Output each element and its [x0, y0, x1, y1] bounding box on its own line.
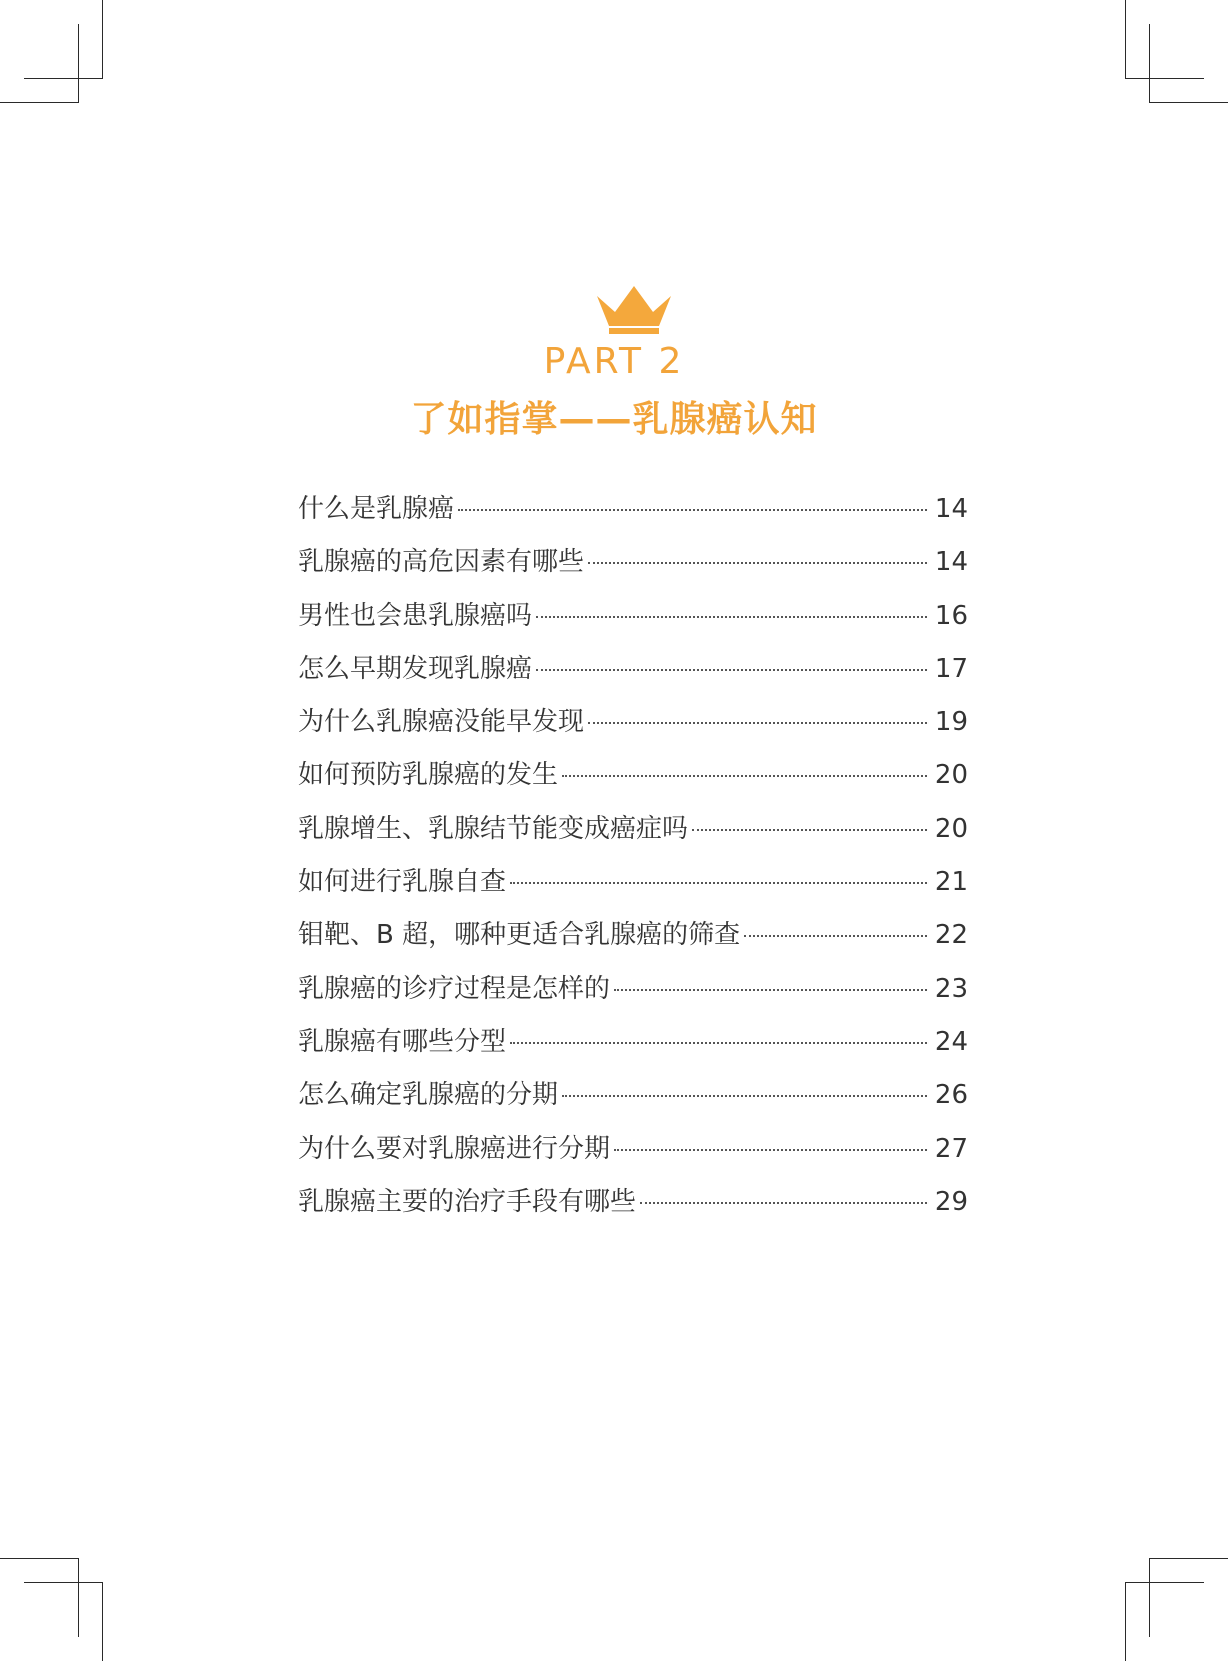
crop-mark: [1149, 24, 1150, 103]
toc-page-number: 22: [934, 920, 968, 951]
toc-page-number: 20: [934, 813, 968, 844]
crop-mark: [1149, 1558, 1150, 1637]
crop-mark: [78, 1558, 79, 1637]
toc-entry[interactable]: [298, 701, 968, 754]
toc-dot-leader: [588, 722, 927, 724]
toc-page-number: 14: [934, 547, 968, 578]
toc-entry[interactable]: [298, 1181, 968, 1234]
crop-mark: [1125, 1582, 1204, 1583]
toc-entry[interactable]: [298, 648, 968, 701]
toc-page-number: 27: [934, 1133, 968, 1164]
part-number: PART 2: [543, 341, 685, 382]
toc-entry-title: 如何进行乳腺自查: [298, 867, 507, 898]
toc-page-number: 29: [934, 1186, 968, 1217]
toc-page-number: 19: [934, 707, 968, 738]
crop-mark: [1149, 1558, 1228, 1559]
toc-page-number: 24: [934, 1026, 968, 1057]
toc-page-number: 21: [934, 867, 968, 898]
toc-dot-leader: [692, 829, 927, 831]
toc-dot-leader: [510, 882, 927, 884]
toc-entry-title: 乳腺癌的高危因素有哪些: [298, 547, 585, 578]
crop-mark: [1149, 102, 1228, 103]
crop-mark: [102, 1582, 103, 1661]
toc-page-number: 16: [934, 600, 968, 631]
toc-entry-title: 乳腺癌主要的治疗手段有哪些: [298, 1186, 637, 1217]
toc-entry-title: 为什么乳腺癌没能早发现: [298, 707, 585, 738]
toc-entry[interactable]: [298, 541, 968, 594]
toc-entry-title: 怎么确定乳腺癌的分期: [298, 1080, 559, 1111]
crop-mark: [102, 0, 103, 79]
toc-entry-title: 什么是乳腺癌: [298, 494, 455, 524]
toc-entry[interactable]: [298, 595, 968, 648]
crop-mark: [1125, 0, 1126, 79]
toc-dot-leader: [562, 1095, 927, 1097]
toc-page-number: 17: [934, 653, 968, 684]
toc-entry[interactable]: [298, 488, 968, 541]
crop-mark: [0, 102, 79, 103]
toc-entry-title: 如何预防乳腺癌的发生: [298, 760, 559, 791]
toc-dot-leader: [458, 509, 927, 511]
toc-entry[interactable]: [298, 808, 968, 861]
toc-dot-leader: [614, 1149, 927, 1151]
crop-mark: [24, 78, 103, 79]
toc-page-number: 14: [934, 494, 968, 524]
toc-entry-title: 为什么要对乳腺癌进行分期: [298, 1133, 611, 1164]
crop-mark: [0, 1558, 79, 1559]
toc-entry[interactable]: [298, 914, 968, 967]
toc-dot-leader: [614, 989, 927, 991]
crop-mark: [1125, 78, 1204, 79]
toc-dot-leader: [536, 669, 927, 671]
toc-entry[interactable]: [298, 1074, 968, 1127]
toc-entry-title: 男性也会患乳腺癌吗: [298, 600, 533, 631]
toc-entry-title: 怎么早期发现乳腺癌: [298, 653, 533, 684]
toc-entry[interactable]: [298, 968, 968, 1021]
crown-icon: [595, 286, 673, 336]
toc-page-number: 26: [934, 1080, 968, 1111]
toc-entry-title: 乳腺癌有哪些分型: [298, 1026, 507, 1057]
toc-dot-leader: [588, 562, 927, 564]
toc-entry[interactable]: [298, 1128, 968, 1181]
crop-mark: [1125, 1582, 1126, 1661]
toc-dot-leader: [536, 616, 927, 618]
toc-entry-title: 钼靶、B 超，哪种更适合乳腺癌的筛查: [298, 920, 741, 951]
toc-page-number: 23: [934, 973, 968, 1004]
toc-dot-leader: [510, 1042, 927, 1044]
toc-entry[interactable]: [298, 754, 968, 807]
toc-dot-leader: [744, 935, 927, 937]
toc-entry[interactable]: [298, 1021, 968, 1074]
toc-page-number: 20: [934, 760, 968, 791]
toc-dot-leader: [562, 775, 927, 777]
crop-mark: [24, 1582, 103, 1583]
toc-entry-title: 乳腺增生、乳腺结节能变成癌症吗: [298, 813, 689, 844]
crop-mark: [78, 24, 79, 103]
toc-entry-title: 乳腺癌的诊疗过程是怎样的: [298, 973, 611, 1004]
part-title: 了如指掌——乳腺癌认知: [410, 399, 818, 440]
table-of-contents: [298, 488, 968, 1234]
toc-dot-leader: [640, 1202, 927, 1204]
toc-entry[interactable]: [298, 861, 968, 914]
